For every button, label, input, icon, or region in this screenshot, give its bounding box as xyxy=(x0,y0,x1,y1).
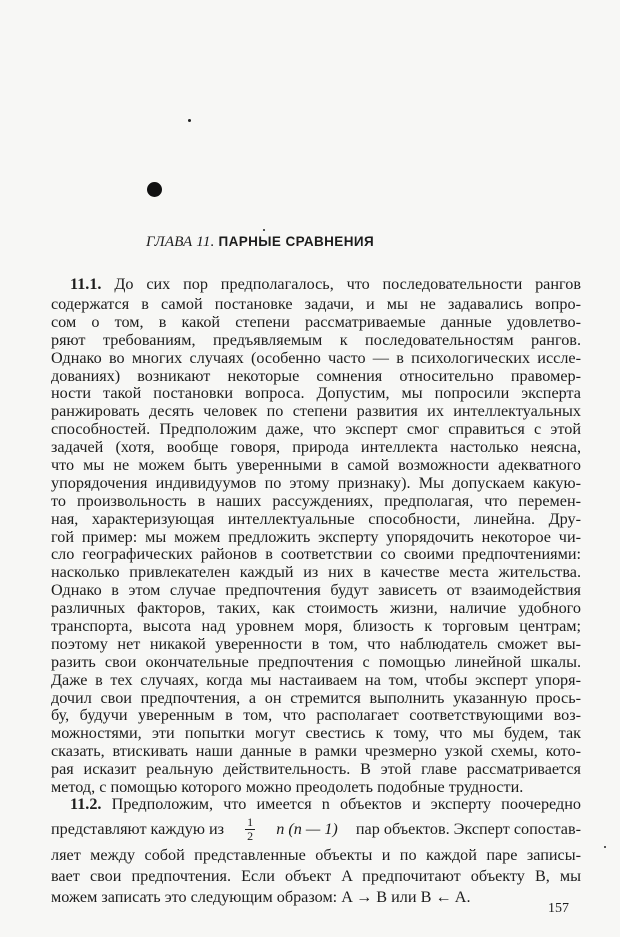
formula-line xyxy=(51,814,581,843)
section-number: 11.1. xyxy=(70,275,102,293)
paragraph-line: рая исказит реальную действительность. В этой главе рассматривается xyxy=(51,760,581,779)
chapter-name: ПАРНЫЕ СРАВНЕНИЯ xyxy=(218,234,375,249)
paragraph-line: дочил свои предпочтения, а он стремится выполнить указанную прось- xyxy=(51,688,581,707)
ink-speck xyxy=(188,119,191,122)
paragraph-line: транспорта, высота над уровнем моря, близость к торговым центрам; xyxy=(51,617,581,636)
paragraph-line: гой пример: мы можем предложить эксперту упорядочить некоторое чи- xyxy=(51,527,581,546)
paragraph-line: метод, с помощью которого можно преодолеть подобные трудности. xyxy=(51,778,524,797)
section-first-line: До сих пор предполагалось, что последовательности рангов xyxy=(114,275,582,293)
paragraph-line: Однако во многих случаях (особенно часто — в психологических иссле- xyxy=(51,348,581,367)
ink-speck xyxy=(604,846,606,848)
page-number: 157 xyxy=(548,901,569,916)
paragraph-line: то произвольность в наших рассуждениях, предполагая, что перемен- xyxy=(51,491,581,510)
paragraph-line: способностей. Предположим даже, что эксперт смог справиться с этой xyxy=(51,420,581,439)
paragraph-line: разить свои окончательные предпочтения с помощью линейной шкалы. xyxy=(51,652,581,671)
paragraph-line: насколько привлекателен каждый из них в качестве места жительства. xyxy=(51,563,581,582)
paragraph-line: Однако в этом случае предпочтения будут зависеть от взаимодействия xyxy=(51,581,581,600)
formula-after: пар объектов. Эксперт сопостав- xyxy=(355,820,581,838)
section-number: 11.2. xyxy=(70,795,102,813)
paragraph-line: ряют требованиям, предъявляемым к последовательностям рангов. xyxy=(51,330,581,349)
paragraph-line: задачей (хотя, вообще говоря, природа интеллекта настолько неясна, xyxy=(51,438,581,457)
ink-dot xyxy=(147,182,162,197)
fraction xyxy=(245,816,255,843)
chapter-label: ГЛАВА 11. xyxy=(145,234,215,250)
paragraph-line xyxy=(70,274,581,294)
paragraph-line: дованиях) возникают некоторые сомнения относительно правомер- xyxy=(51,366,581,385)
paragraph-line: ности такой постановки вопроса. Допустим, мы попросили эксперта xyxy=(51,384,581,403)
fraction-numerator: 1 xyxy=(247,814,254,829)
paragraph-line xyxy=(70,794,581,814)
paragraph-line: сказать, втискивать наши данные в рамки чрезмерно узкой схемы, кото- xyxy=(51,742,581,761)
paragraph-line: содержатся в самой постановке задачи, и мы не задавались вопро- xyxy=(51,295,581,313)
fraction-denominator: 2 xyxy=(247,828,254,843)
paragraph-line: различных факторов, таких, как стоимость жизни, наличие удобного xyxy=(51,599,581,618)
paragraph-line: поэтому нет никакой уверенности в том, что наблюдатель сможет вы- xyxy=(51,634,581,653)
paragraph-line: ляет между собой представленные объекты и по каждой паре записы- xyxy=(51,846,581,864)
paragraph-line: упорядочения индивидуумов по этому признаку). Мы допускаем какую- xyxy=(51,473,581,492)
section-first-line: Предположим, что имеется n объектов и эксперту поочередно xyxy=(111,795,581,813)
ink-speck xyxy=(263,229,265,231)
paragraph-line: Даже в тех случаях, когда мы настаиваем на том, чтобы эксперт упоря- xyxy=(51,670,581,689)
paragraph-line: вает свои предпочтения. Если объект A предпочитают объекту B, мы xyxy=(51,867,581,885)
paragraph-line: можностями, эти попытки могут свестись к тому, что мы будем, так xyxy=(51,724,581,743)
chapter-title xyxy=(0,234,520,251)
paragraph-line: ная, характеризующая интеллектуальные способности, линейна. Дру- xyxy=(51,509,581,528)
formula-expression: n (n — 1) xyxy=(276,820,338,838)
paragraph-line: сом о том, в какой степени рассматриваемые данные удовлетво- xyxy=(51,312,581,331)
paragraph-line: ранжировать десять человек по степени развития их интеллектуальных xyxy=(51,402,581,421)
paragraph-line: сло географических районов в соответствии со своими предпочтениями: xyxy=(51,545,581,564)
formula-before: представляют каждую из xyxy=(51,820,225,838)
paragraph-line: бу, будучи уверенным в том, что располагает соответствующими воз- xyxy=(51,706,581,725)
paragraph-line: можем записать это следующим образом: A → B или B ← A. xyxy=(51,888,471,906)
paragraph-line: что мы не можем быть уверенными в самой возможности адекватного xyxy=(51,456,581,474)
